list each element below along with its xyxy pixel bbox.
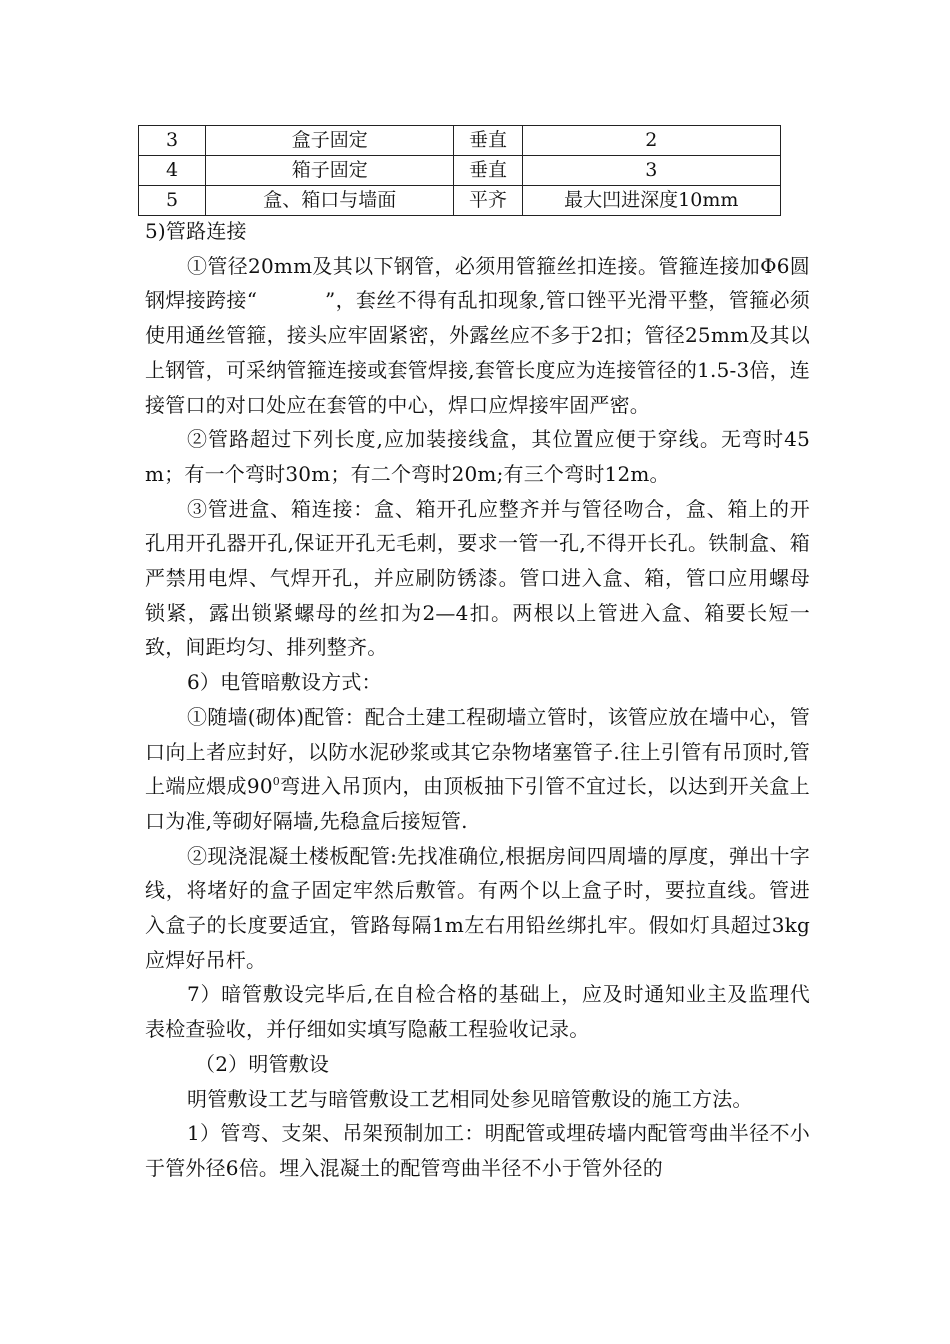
paragraph-concealed-2: ②现浇混凝土楼板配管:先找准确位,根据房间四周墙的厚度，弹出十字线，将堵好的盒子固定牢然后敷管。有两个以上盒子时，要拉直线。管进入盒子的长度要适宜，管路每隔1m左右用铅丝绑扎牢。假如灯具超过3kg应焊好吊杆。 [145,843,810,972]
row-value: 最大凹进深度10mm [522,186,780,216]
tolerance-table [138,125,781,216]
paragraph-exposed-1: 1）管弯、支架、吊架预制加工：明配管或埋砖墙内配管弯曲半径不小于管外径6倍。埋入混凝土的配管弯曲半径不小于管外径的 [145,1121,810,1180]
paragraph-connection-3: ③管进盒、箱连接：盒、箱开孔应整齐并与管径吻合，盒、箱上的开孔用开孔器开孔,保证开孔无毛刺，要求一管一孔,不得开长孔。铁制盒、箱严禁用电焊、气焊开孔，并应刷防锈漆。管口进入盒、箱，管口应用螺母锁紧，露出锁紧螺母的丝扣为2—4扣。两根以上管进入盒、箱要长短一致，间距均匀、排列整齐。 [145,496,810,660]
paragraph-connection-1: ①管径20mm及其以下钢管，必须用管箍丝扣连接。管箍连接加Φ6圆钢焊接跨接“ ”，套丝不得有乱扣现象,管口锉平光滑平整，管箍必须使用通丝管箍，接头应牢固紧密，外露丝应不多于2扣；管径25mm及其以上钢管，可采纳管箍连接或套管焊接,套管长度应为连接管径的1.5-3倍，连接管口的对口处应在套管的中心，焊口应焊接牢固严密。 [145,253,810,417]
row-item: 箱子固定 [206,156,454,186]
paragraph-concealed-1-part-a: ①随墙(砌体)配管：配合土建工程砌墙立管时，该管应放在墙中心，管口向上者应封好，以防水泥砂浆或其它杂物堵塞管子.往上引管有吊顶时,管上端应煨成90 [145,704,810,799]
row-value: 3 [522,156,780,186]
row-number: 3 [139,126,206,156]
row-requirement: 垂直 [454,126,522,156]
section-heading-pipe-connection: 5)管路连接 [145,219,247,243]
row-item: 盒、箱口与墙面 [206,186,454,216]
paragraph-connection-2: ②管路超过下列长度,应加装接线盒，其位置应便于穿线。无弯时45m；有一个弯时30m；有二个弯时20m;有三个弯时12m。 [145,427,810,486]
table-row [139,126,781,156]
paragraph-exposed-intro: 明管敷设工艺与暗管敷设工艺相同处参见暗管敷设的施工方法。 [187,1086,753,1111]
section-heading-concealed: 6）电管暗敷设方式： [187,670,382,695]
degree-superscript: 0 [272,775,280,789]
section-heading-exposed: （2）明管敷设 [195,1051,330,1076]
row-value: 2 [522,126,780,156]
paragraph-inspection: 7）暗管敷设完毕后,在自检合格的基础上，应及时通知业主及监理代表检查验收，并仔细如实填写隐蔽工程验收记录。 [145,982,810,1042]
table-row [139,156,781,186]
paragraph-concealed-1-part-b: 弯进入吊顶内，由顶板抽下引管不宜过长，以达到开关盒上口为准,等砌好隔墙,先稳盒后接短管. [145,774,810,833]
table-row [139,186,781,216]
row-number: 5 [139,186,206,216]
row-number: 4 [139,156,206,186]
row-requirement: 平齐 [454,186,522,216]
paragraph-concealed-1 [145,700,810,839]
body-text [145,214,810,1186]
row-item: 盒子固定 [206,126,454,156]
row-requirement: 垂直 [454,156,522,186]
